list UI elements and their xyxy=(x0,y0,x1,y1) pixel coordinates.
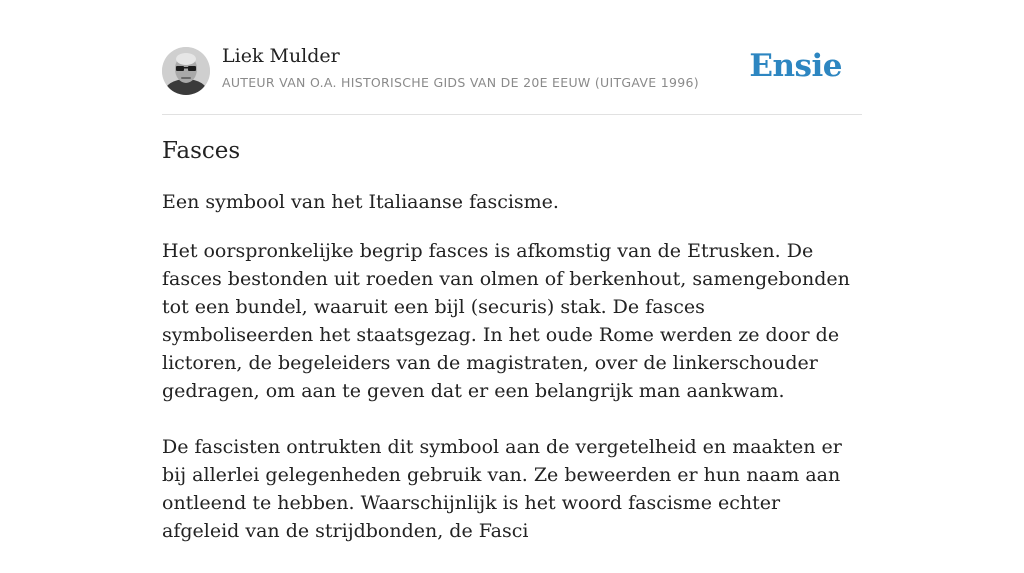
ensie-logo[interactable]: Ensie xyxy=(749,48,842,84)
article-subtitle: Een symbool van het Italiaanse fascisme. xyxy=(162,191,559,213)
author-avatar[interactable] xyxy=(162,47,210,95)
article-body xyxy=(162,237,862,573)
author-name[interactable]: Liek Mulder xyxy=(222,45,340,67)
article-container xyxy=(162,0,862,542)
article-header xyxy=(162,0,862,115)
article-paragraph: De fascisten ontrukten dit symbool aan de vergetelheid en maakten er bij allerlei gelegenheden gebruik van. Ze beweerden er hun naam aan ontleend te hebben. Waarschijnlijk is het woord fascisme echter afgeleid van de strijdbonden, de Fasci xyxy=(162,436,842,542)
article-paragraph: Het oorspronkelijke begrip fasces is afkomstig van de Etrusken. De fasces bestonden uit roeden van olmen of berkenhout, samengebonden tot een bundel, waaruit een bijl (securis) stak. De fasces symboliseerden het staatsgezag. In het oude Rome werden ze door de lictoren, de begeleiders van de magistraten, over de linkerschouder gedragen, om aan te geven dat er een belangrijk man aankwam. xyxy=(162,240,850,402)
author-description: AUTEUR VAN O.A. HISTORISCHE GIDS VAN DE 20E EEUW (UITGAVE 1996) xyxy=(222,75,699,90)
article-title: Fasces xyxy=(162,138,241,164)
author-portrait-icon xyxy=(162,47,210,95)
